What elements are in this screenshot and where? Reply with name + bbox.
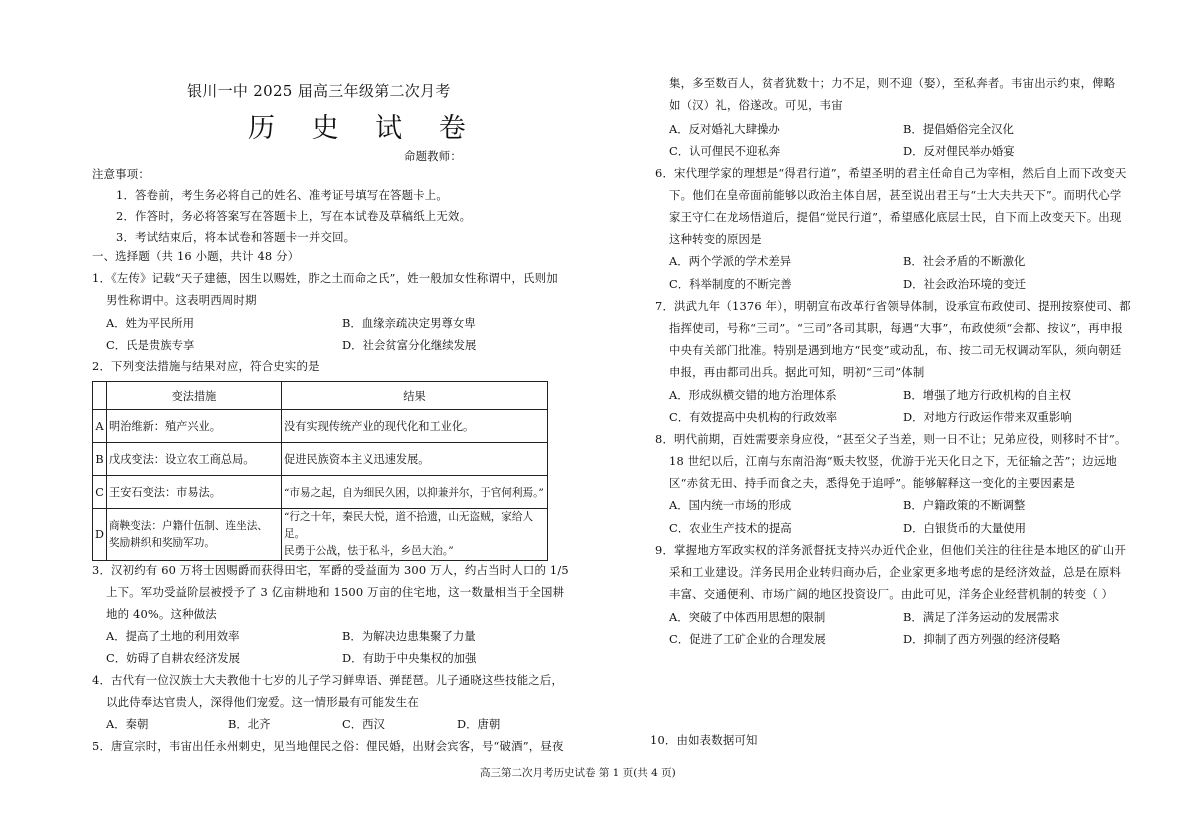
- question-6-stem-cont3: 这种转变的原因是: [669, 232, 762, 246]
- page-footer: 高三第二次月考历史试卷 第 1 页(共 4 页): [480, 767, 676, 779]
- question-9-option-d: D．抑制了西方列强的经济侵略: [903, 632, 1061, 646]
- table-row: [93, 509, 548, 561]
- row-result: 促进民族资本主义迅速发展。: [282, 443, 548, 476]
- question-8-stem: 8．明代前期，百姓需要亲身应役，“甚至父子当差，则一日不让；兄弟应役，则移时不甘”。: [655, 432, 1127, 446]
- table-header-measure: 变法措施: [107, 382, 282, 410]
- question-6-option-d: D．社会政治环境的变迁: [903, 277, 1027, 291]
- question-3-option-a: A．提高了土地的利用效率: [106, 629, 240, 643]
- question-7-option-b: B．增强了地方行政机构的自主权: [903, 388, 1071, 402]
- row-result-line-1: “行之十年，秦民大悦，道不拾遗，山无盗贼，家给人足。: [284, 511, 534, 540]
- question-7-option-c: C．有效提高中央机构的行政效率: [669, 410, 838, 424]
- question-8-option-d: D．白银货币的大量使用: [903, 521, 1027, 535]
- row-result: [282, 509, 548, 561]
- row-measure-line-2: 奖励耕织和奖励军功。: [109, 536, 215, 549]
- row-key: B: [93, 443, 107, 476]
- question-4-stem: 4．古代有一位汉族士大夫教他十七岁的儿子学习鲜卑语、弹琵琶。儿子通晓这些技能之后，: [92, 673, 564, 687]
- question-4-option-a: A．秦朝: [106, 717, 149, 731]
- exam-title: 历 史 试 卷: [248, 113, 480, 144]
- table-header-result: 结果: [282, 382, 548, 410]
- question-3-option-c: C．妨碍了自耕农经济发展: [106, 651, 241, 665]
- question-3-stem-cont: 上下。军功受益阶层被授予了 3 亿亩耕地和 1500 万亩的住宅地，这一数量相当于全国耕: [106, 585, 565, 599]
- question-6-option-c: C．科举制度的不断完善: [669, 277, 792, 291]
- question-9-stem-cont2: 丰富、交通便利、市场广阔的地区投资设厂。由此可见，洋务企业经营机制的转变（ ）: [669, 587, 1114, 601]
- reform-table: [92, 381, 548, 561]
- question-9-stem-cont: 采和工业建设。洋务民用企业转归商办后，企业家更多地考虑的是经济效益，总是在原料: [669, 565, 1122, 579]
- row-result: 没有实现传统产业的现代化和工业化。: [282, 410, 548, 443]
- question-1-option-a: A．姓为平民所用: [106, 316, 194, 330]
- row-measure-line-1: 商鞅变法：户籍什伍制、连坐法、: [109, 519, 268, 532]
- question-9-stem: 9．掌握地方军政实权的洋务派督抚支持兴办近代企业，但他们关注的往往是本地区的矿山开: [655, 543, 1127, 557]
- table-header-row: [93, 382, 548, 410]
- question-6-stem-cont2: 家王守仁在龙场悟道后，提倡“觉民行道”，希望感化底层士民，自下而上改变天下。出现: [669, 210, 1122, 224]
- question-4-option-d: D．唐朝: [457, 717, 501, 731]
- question-4-stem-cont: 以此侍奉达官贵人，深得他们宠爱。这一情形最有可能发生在: [106, 695, 419, 709]
- row-measure: 明治维新：殖产兴业。: [107, 410, 282, 443]
- row-result-line-2: 民勇于公战，怯于私斗，乡邑大治。”: [284, 545, 454, 557]
- question-6-stem-cont: 下。他们在皇帝面前能够以政治主体自居，甚至说出君王与“士大夫共天下”。而明代心学: [669, 188, 1122, 202]
- question-7-stem-cont2: 中央有关部门批准。特别是遇到地方“民变”或动乱，布、按二司无权调动军队，须向朝廷: [669, 343, 1122, 357]
- table-row: [93, 443, 548, 476]
- row-key: C: [93, 476, 107, 509]
- question-2-stem: 2．下列变法措施与结果对应，符合史实的是: [92, 359, 320, 373]
- question-5-option-c: C．认可俚民不迎私奔: [669, 144, 781, 158]
- question-7-option-a: A．形成纵横交错的地方治理体系: [669, 388, 837, 402]
- table-header-key: [93, 382, 107, 410]
- question-5-stem: 5．唐宣宗时，韦宙出任永州刺史，见当地俚民之俗：俚民婚，出财会宾客，号“破酒”，昼夜: [92, 739, 564, 753]
- section-heading: 一、选择题（共 16 小题，共计 48 分）: [92, 249, 300, 263]
- notice-item-1: 1．答卷前，考生务必将自己的姓名、准考证号填写在答题卡上。: [116, 188, 448, 202]
- question-1-stem-cont: 男性称谓中。这表明西周时期: [106, 293, 257, 307]
- question-1-stem: 1．《左传》记载“天子建德，因生以赐姓，胙之土而命之氏”，姓一般加女性称谓中，氏则加: [92, 271, 558, 285]
- row-key: A: [93, 410, 107, 443]
- question-4-option-c: C．西汉: [342, 717, 385, 731]
- question-7-stem: 7．洪武九年（1376 年），明朝宣布改革行省领导体制，设承宣布政使司、提刑按察使司、都: [655, 299, 1131, 313]
- question-6-option-a: A．两个学派的学术差异: [669, 254, 792, 268]
- question-5-option-d: D．反对俚民举办婚宴: [903, 144, 1015, 158]
- table-row: [93, 476, 548, 509]
- question-9-option-b: B．满足了洋务运动的发展需求: [903, 610, 1060, 624]
- row-measure: 王安石变法：市易法。: [107, 476, 282, 509]
- question-1-option-d: D．社会贫富分化继续发展: [342, 338, 477, 352]
- question-1-option-c: C．氏是贵族专享: [106, 338, 195, 352]
- question-3-stem-cont2: 地的 40%。这种做法: [106, 607, 217, 621]
- question-9-option-c: C．促进了工矿企业的合理发展: [669, 632, 826, 646]
- row-measure: 戊戌变法：设立农工商总局。: [107, 443, 282, 476]
- question-6-stem: 6．宋代理学家的理想是“得君行道”，希望圣明的君主任命自己为宰相，然后自上而下改变天: [655, 166, 1127, 180]
- question-9-option-a: A．突破了中体西用思想的限制: [669, 610, 826, 624]
- question-3-option-b: B．为解决边患集聚了力量: [342, 629, 476, 643]
- row-result: “市易之起，自为细民久困，以抑兼并尔，于官何利焉。”: [282, 476, 548, 509]
- question-3-stem: 3．汉初约有 60 万将士因赐爵而获得田宅，军爵的受益面为 300 万人，约占当时人口的 1/5: [92, 563, 569, 577]
- question-6-option-b: B．社会矛盾的不断激化: [903, 254, 1026, 268]
- notice-item-2: 2．作答时，务必将答案写在答题卡上，写在本试卷及草稿纸上无效。: [116, 209, 472, 223]
- question-5-option-a: A．反对婚礼大肆操办: [669, 122, 780, 136]
- row-measure: [107, 509, 282, 561]
- question-7-stem-cont3: 申报，再由都司出兵。据此可知，明初“三司”体制: [669, 365, 925, 379]
- question-3-option-d: D．有助于中央集权的加强: [342, 651, 477, 665]
- question-8-stem-cont2: 区“赤贫无田、持手而食之夫，悉得免于追呼”。能够解释这一变化的主要因素是: [669, 476, 1076, 490]
- notice-title: 注意事项：: [92, 167, 150, 181]
- question-4-option-b: B．北齐: [228, 717, 271, 731]
- question-8-stem-cont: 18 世纪以后，江南与东南沿海“贩夫牧竖，优游于光天化日之下，无征输之苦”；边远地: [669, 454, 1118, 468]
- school-line: 银川一中 2025 届高三年级第二次月考: [187, 82, 451, 100]
- question-8-option-a: A．国内统一市场的形成: [669, 498, 792, 512]
- question-8-option-c: C．农业生产技术的提高: [669, 521, 792, 535]
- question-7-option-d: D．对地方行政运作带来双重影响: [903, 410, 1072, 424]
- notice-item-3: 3．考试结束后，将本试卷和答题卡一并交回。: [116, 230, 356, 244]
- question-5-stem-cont2: 如（汉）礼，俗遂改。可见，韦宙: [669, 98, 843, 112]
- row-key: D: [93, 509, 107, 561]
- question-1-option-b: B．血缘亲疏决定男尊女卑: [342, 316, 476, 330]
- question-10-stem: 10．由如表数据可知: [650, 733, 758, 747]
- table-row: [93, 410, 548, 443]
- question-7-stem-cont: 指挥使司，号称“三司”。“三司”各司其职，每遇“大事”，布政使须“会都、按议”，再申报: [669, 321, 1123, 335]
- question-5-stem-cont: 集，多至数百人，贫者犹数十；力不足，则不迎（娶），至私奔者。韦宙出示约束，俾略: [669, 76, 1116, 90]
- question-5-option-b: B．提倡婚俗完全汉化: [903, 122, 1014, 136]
- question-8-option-b: B．户籍政策的不断调整: [903, 498, 1026, 512]
- teacher-label: 命题教师：: [404, 149, 462, 163]
